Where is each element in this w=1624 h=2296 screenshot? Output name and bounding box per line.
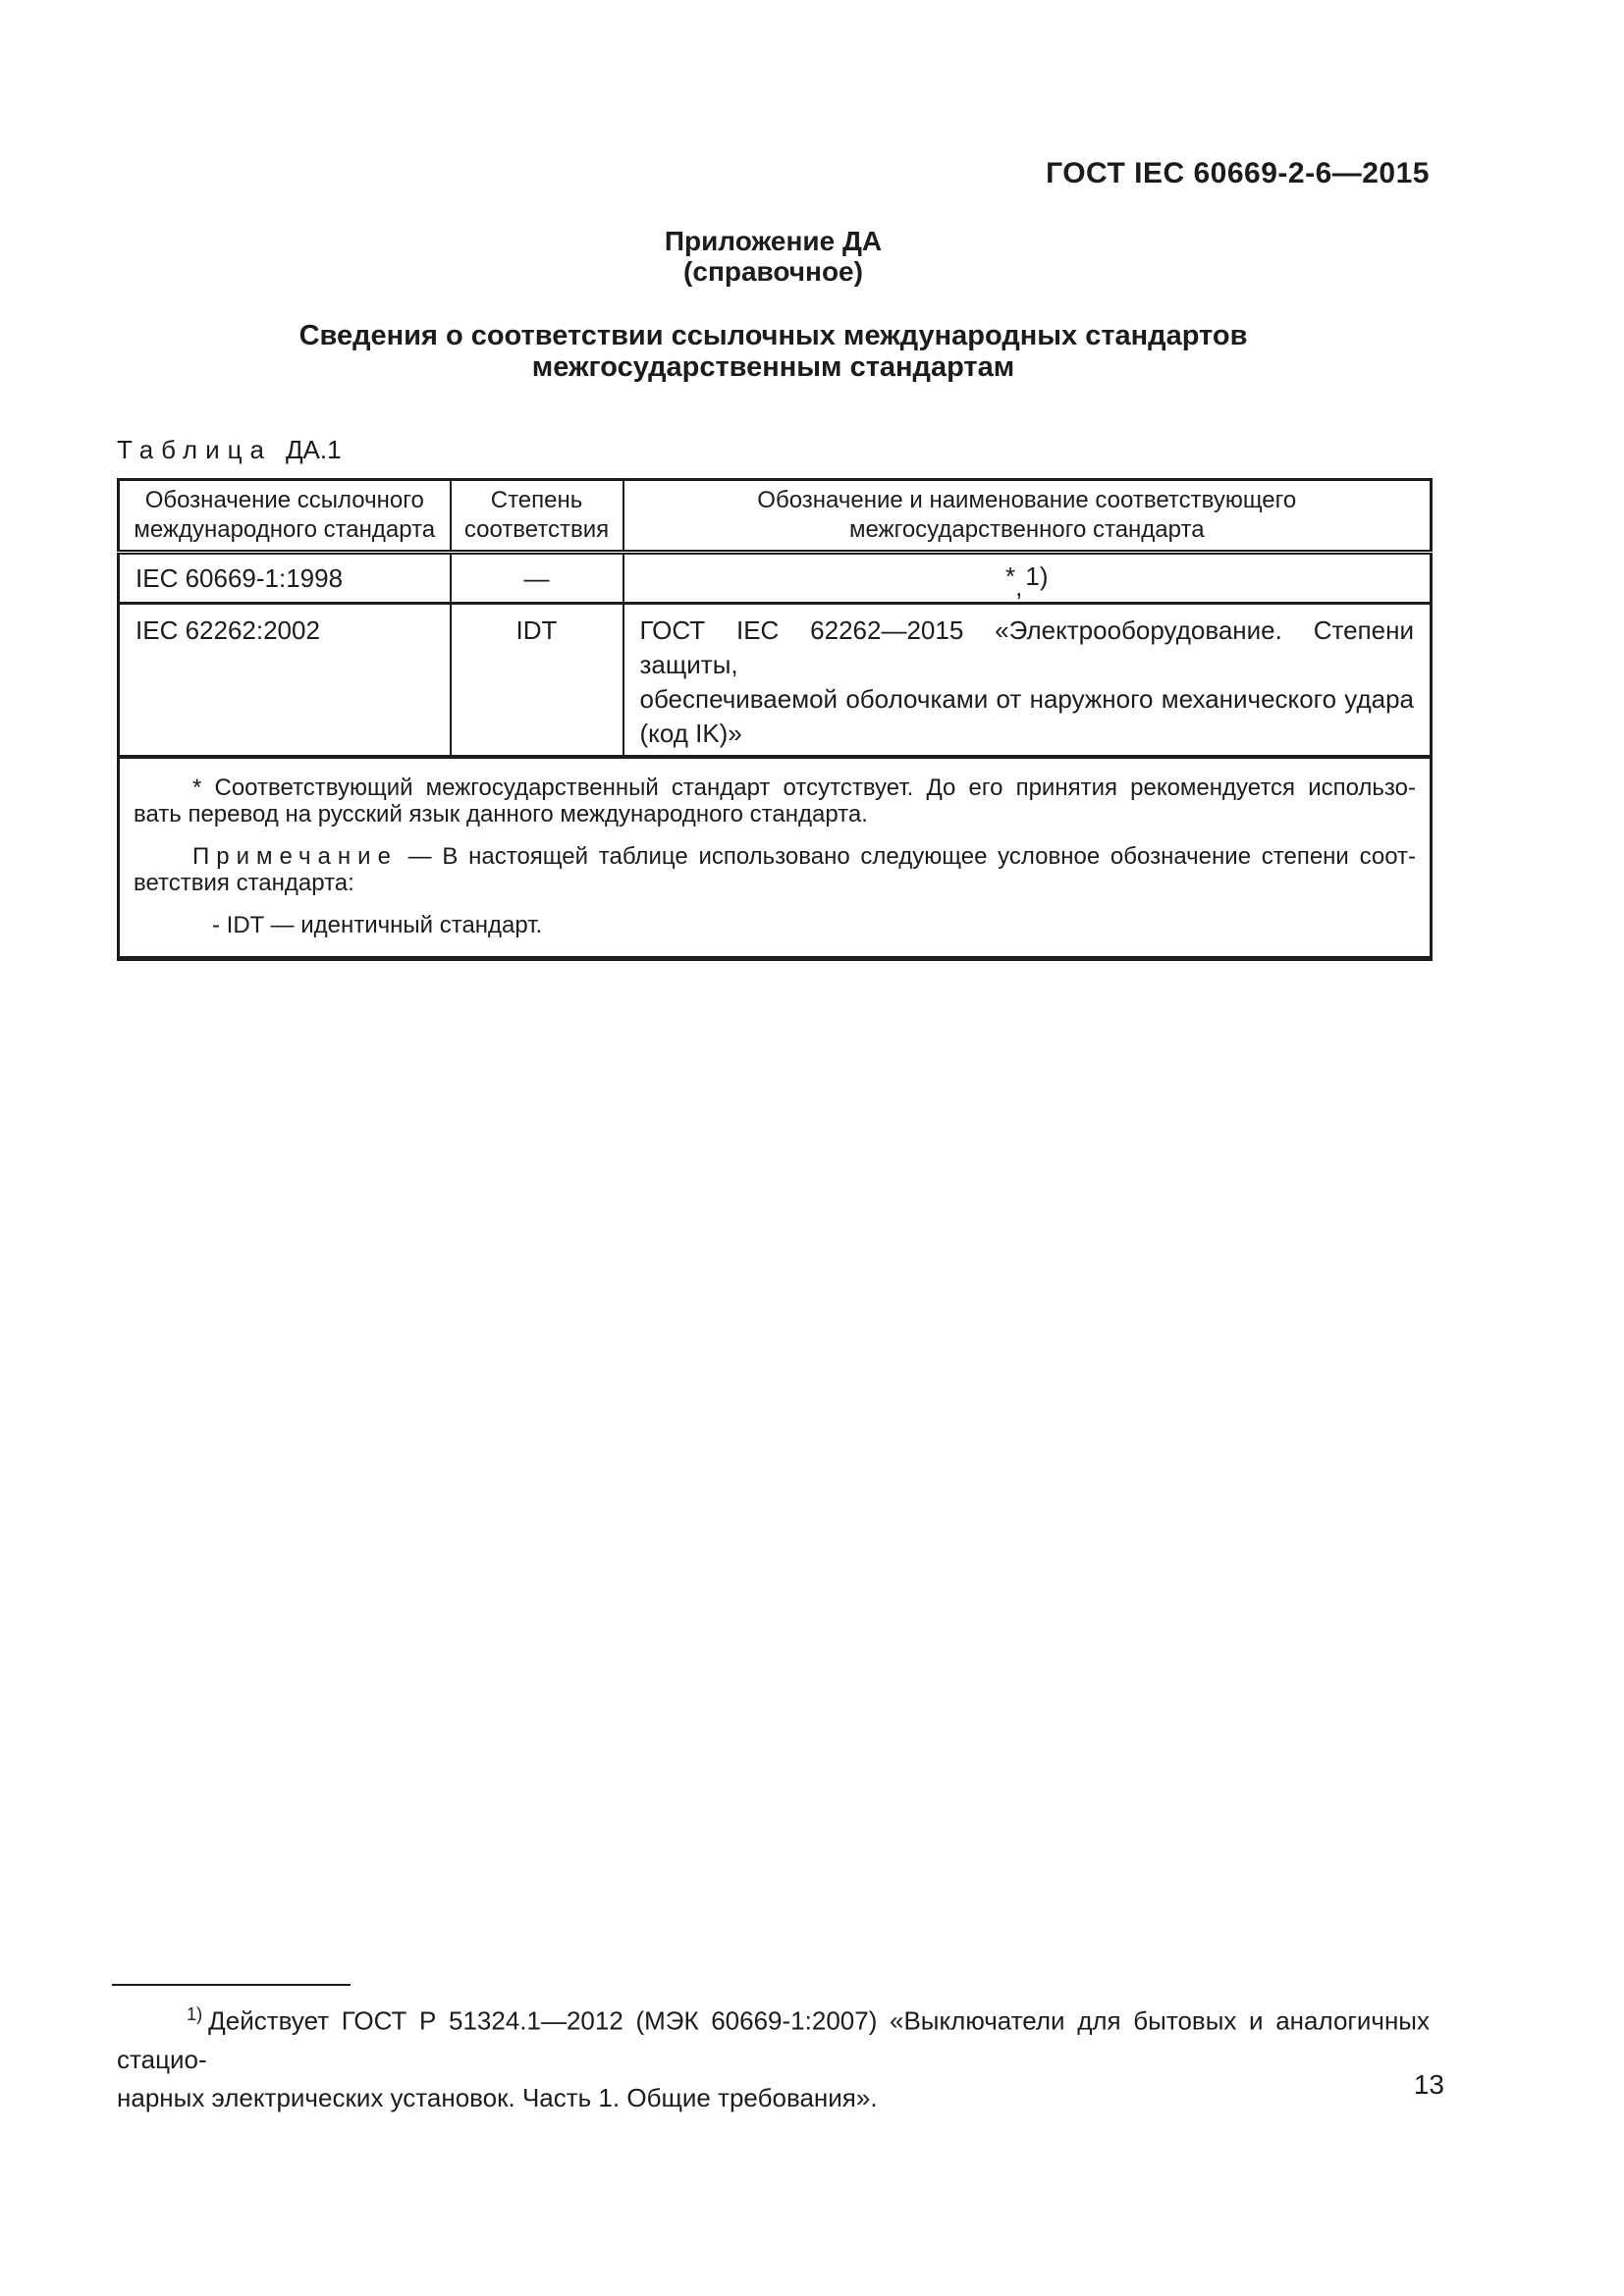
- star-footnote-line: * Соответствующий межгосударственный стандарт отсутствует. До его принятия рекомендуется использо-: [192, 774, 1416, 801]
- table-caption: [117, 435, 1430, 465]
- appendix-heading: [117, 226, 1430, 287]
- cell-footnote-mark: [623, 553, 1432, 604]
- appendix-subtitle: (справочное): [683, 256, 863, 287]
- footnote-mark-group: [1005, 561, 1049, 602]
- header-cell-text: межгосударственного стандарта: [848, 516, 1205, 543]
- page-footnote-line: нарных электрических установок. Часть 1. Общие требования».: [117, 2082, 878, 2112]
- header-cell-text: Обозначение ссылочного: [144, 487, 424, 513]
- header-cell-text: Обозначение и наименование соответствующего: [757, 487, 1297, 513]
- page-number: 13: [1413, 2069, 1444, 2100]
- idt-definition-item: - IDT — идентичный стандарт.: [212, 912, 543, 938]
- note-line: [134, 843, 1416, 870]
- footnote-number-mark: 1): [187, 2004, 203, 2024]
- page-footnote-line: [117, 1996, 1430, 2079]
- running-header-standard-code: ГОСТ IEC 60669-2-6—2015: [1046, 157, 1430, 189]
- footnote-number-mark: 1): [1025, 561, 1049, 591]
- table-header-row: [119, 480, 1432, 553]
- section-title-line1: Сведения о соответствии ссылочных международных стандартов: [298, 320, 1248, 351]
- cell-gost-62262-description: [623, 604, 1432, 758]
- header-cell-degree: [451, 480, 623, 553]
- section-title: [117, 320, 1430, 383]
- asterisk-mark: *: [1005, 561, 1016, 591]
- note-line: ветствия стандарта:: [134, 870, 354, 896]
- header-cell-reference-standard: [119, 480, 451, 553]
- appendix-title: Приложение ДА: [664, 226, 883, 256]
- cell-reference-iec-62262: IEC 62262:2002: [119, 604, 451, 758]
- cell-degree-idt: IDT: [451, 604, 623, 758]
- note-paragraph: [134, 843, 1416, 896]
- note-label: Примечание: [192, 843, 398, 870]
- comma-mark: ,: [1015, 571, 1023, 602]
- description-line: (код IK)»: [639, 719, 742, 748]
- star-footnote-line: вать перевод на русский язык данного международного стандарта.: [134, 801, 868, 828]
- header-cell-text: Степень: [490, 487, 583, 513]
- table-row: [119, 553, 1432, 604]
- table-footnote-row: [119, 757, 1432, 959]
- table-caption-number: ДА.1: [285, 435, 342, 464]
- cell-reference-iec-60669: IEC 60669-1:1998: [119, 553, 451, 604]
- description-line: ГОСТ IEC 62262—2015 «Электрооборудование. Степени защиты,: [639, 615, 1414, 679]
- star-footnote: [134, 774, 1416, 828]
- table-row: [119, 604, 1432, 758]
- cell-degree-dash: —: [451, 553, 623, 604]
- correspondence-table: [117, 478, 1433, 961]
- footnote-separator-rule: [112, 1984, 351, 1986]
- page-footnote-text: Действует ГОСТ Р 51324.1—2012 (МЭК 60669-1:2007) «Выключатели для бытовых и аналогичных стацио-: [117, 2005, 1430, 2074]
- note-text: — В настоящей таблице использовано следующее условное обозначение степени соот-: [407, 843, 1416, 870]
- description-line: обеспечиваемой оболочками от наружного механического удара: [639, 684, 1414, 714]
- header-cell-interstate-standard: [623, 480, 1432, 553]
- table-footnotes-cell: [119, 757, 1432, 959]
- section-title-line2: межгосударственным стандартам: [531, 351, 1015, 383]
- table-caption-word: Таблица: [117, 435, 272, 464]
- header-cell-text: соответствия: [463, 516, 610, 543]
- header-cell-text: международного стандарта: [134, 516, 436, 543]
